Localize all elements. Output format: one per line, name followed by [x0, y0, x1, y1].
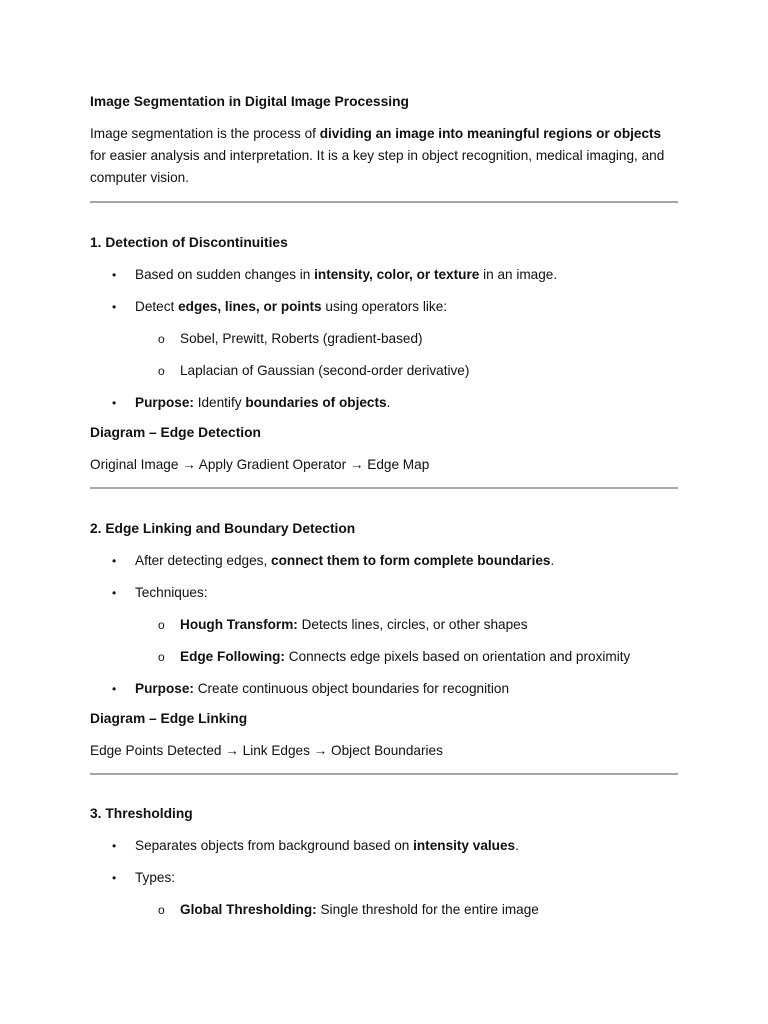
diagram-flow: Edge Points Detected → Link Edges → Object Boundaries — [90, 743, 443, 758]
sub-bullet-icon: o — [158, 618, 165, 632]
document-title: Image Segmentation in Digital Image Processing — [90, 94, 409, 109]
section-detection-of-discontinuities — [90, 233, 678, 475]
sub-list-item — [90, 900, 678, 920]
list-text: Laplacian of Gaussian (second-order derivative) — [180, 363, 470, 378]
section-heading: 3. Thresholding — [90, 806, 193, 821]
list-item — [90, 551, 678, 571]
sub-bullet-icon: o — [158, 650, 165, 664]
intro-paragraph — [90, 123, 678, 189]
sub-bullet-icon: o — [158, 364, 165, 378]
list-label: Purpose: — [135, 395, 194, 410]
bullet-icon: • — [112, 268, 117, 282]
list-emphasis: intensity, color, or texture — [314, 267, 480, 282]
list-text: Connects edge pixels based on orientation and proximity — [284, 649, 631, 664]
list-emphasis: boundaries of objects — [245, 395, 387, 410]
list-text: in an image. — [479, 267, 558, 282]
list-label: Edge Following: — [180, 649, 285, 664]
list-item — [90, 265, 678, 285]
list-text: . — [386, 395, 391, 410]
diagram-flow: Original Image → Apply Gradient Operator → Edge Map — [90, 457, 430, 472]
list-text: Separates objects from background based on — [135, 838, 414, 853]
sub-bullet-icon: o — [158, 332, 165, 346]
list-text: Create continuous object boundaries for recognition — [193, 681, 510, 696]
diagram-title: Diagram – Edge Linking — [90, 711, 248, 726]
intro-text-start: Image segmentation is the process of — [90, 126, 320, 141]
list-label: Purpose: — [135, 681, 194, 696]
sub-list-item — [90, 615, 678, 635]
bullet-icon: • — [112, 871, 117, 885]
bullet-icon: • — [112, 300, 117, 314]
bullet-list — [90, 836, 678, 920]
list-text: Detects lines, circles, or other shapes — [297, 617, 528, 632]
horizontal-rule — [90, 487, 678, 489]
bullet-icon: • — [112, 682, 117, 696]
list-text: . — [515, 838, 519, 853]
section-edge-linking — [90, 519, 678, 761]
list-label: Hough Transform: — [180, 617, 298, 632]
sub-bullet-icon: o — [158, 903, 165, 917]
horizontal-rule — [90, 201, 678, 203]
list-item — [90, 868, 678, 888]
list-item — [90, 393, 678, 413]
list-text: using operators like: — [321, 299, 448, 314]
section-heading: 1. Detection of Discontinuities — [90, 235, 288, 250]
list-emphasis: edges, lines, or points — [178, 299, 322, 314]
intro-emphasis: dividing an image into meaningful regions or objects — [319, 126, 662, 141]
list-item — [90, 297, 678, 317]
list-text: Identify — [193, 395, 246, 410]
document-page — [90, 91, 678, 932]
bullet-icon: • — [112, 839, 117, 853]
list-text: Techniques: — [135, 585, 208, 600]
horizontal-rule — [90, 773, 678, 775]
sub-list-item — [90, 329, 678, 349]
list-text: Single threshold for the entire image — [316, 902, 539, 917]
sub-list-item — [90, 647, 678, 667]
bullet-icon: • — [112, 554, 117, 568]
list-text: Sobel, Prewitt, Roberts (gradient-based) — [180, 331, 423, 346]
sub-list-item — [90, 361, 678, 381]
bullet-icon: • — [112, 586, 117, 600]
bullet-list — [90, 265, 678, 413]
list-text: Based on sudden changes in — [135, 267, 315, 282]
list-item — [90, 679, 678, 699]
bullet-icon: • — [112, 396, 117, 410]
intro-text-end: for easier analysis and interpretation. It is a key step in object recognition, medical imaging, and computer vision. — [90, 148, 665, 185]
section-heading: 2. Edge Linking and Boundary Detection — [90, 521, 356, 536]
list-label: Global Thresholding: — [180, 902, 317, 917]
list-emphasis: intensity values — [413, 838, 516, 853]
list-emphasis: connect them to form complete boundaries — [271, 553, 551, 568]
list-text: . — [550, 553, 555, 568]
list-text: Detect — [135, 299, 179, 314]
list-item — [90, 836, 678, 856]
section-thresholding — [90, 804, 678, 920]
list-text: After detecting edges, — [135, 553, 272, 568]
bullet-list — [90, 551, 678, 699]
list-text: Types: — [135, 870, 176, 885]
list-item — [90, 583, 678, 603]
diagram-title: Diagram – Edge Detection — [90, 425, 261, 440]
